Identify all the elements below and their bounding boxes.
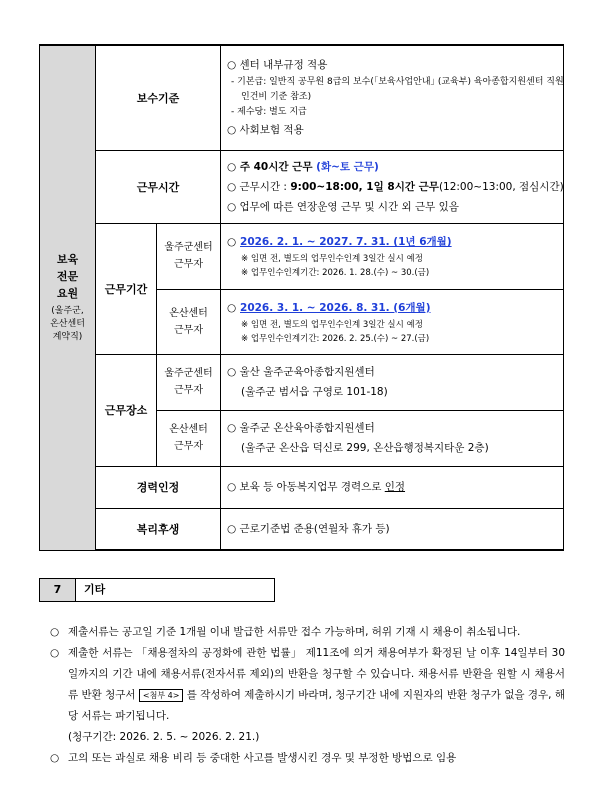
hours-weekly: ○ 주 40시간 근무 xyxy=(227,160,317,173)
employment-conditions-table xyxy=(39,44,564,551)
position-note-1: (울주군, xyxy=(51,306,84,317)
hours-days: (화~토 근무) xyxy=(316,160,379,173)
period-label: 근무기간 xyxy=(96,223,157,354)
period-onsan-content xyxy=(221,289,564,354)
note-text-1: 제출서류는 공고일 기준 1개월 이내 발급한 서류만 접수 가능하며, 허위 기재 시 채용이 취소됩니다. xyxy=(68,626,521,638)
hours-label: 근무시간 xyxy=(96,150,221,223)
circle-bullet: ○ xyxy=(227,236,237,248)
position-line-2: 전문 xyxy=(56,270,79,284)
period-ulju-line-3: ※ 업무인수인계기간: 2026. 1. 28.(수) ~ 30.(금) xyxy=(241,268,430,278)
note-text-2 xyxy=(68,643,565,748)
period-ulju-sub-1: 울주군센터 xyxy=(164,242,213,253)
salary-line-5: ○ 사회보험 적용 xyxy=(227,124,304,137)
place-ulju-line-2: (울주군 범서읍 구영로 101-18) xyxy=(241,386,388,398)
place-onsan-content xyxy=(221,410,564,466)
note-item-3 xyxy=(50,748,565,769)
period-ulju-line-1 xyxy=(227,232,557,252)
section-number: 7 xyxy=(39,578,76,602)
career-recognized: 인정 xyxy=(384,481,406,493)
note-text-2c: (청구기간: 2026. 2. 5. ~ 2026. 2. 21.) xyxy=(68,731,260,743)
career-content xyxy=(221,466,564,508)
position-line-1: 보육 xyxy=(56,253,79,267)
place-ulju-content xyxy=(221,354,564,410)
period-ulju-sub xyxy=(157,223,221,289)
circle-bullet: ○ xyxy=(50,647,60,659)
place-ulju-sub xyxy=(157,354,221,410)
place-label: 근무장소 xyxy=(96,354,157,466)
period-ulju-line-2: ※ 임면 전, 별도의 업무인수인계 3일간 실시 예정 xyxy=(241,254,423,264)
period-onsan-line-2: ※ 임면 전, 별도의 업무인수인계 3일간 실시 예정 xyxy=(241,319,423,330)
hours-line-3: ○ 업무에 따른 연장운영 근무 및 시간 외 근무 있음 xyxy=(227,200,459,213)
note-text-3: 고의 또는 과실로 채용 비리 등 중대한 사고를 발생시킨 경우 및 부정한 방법으로 임용 xyxy=(68,752,457,764)
period-onsan-sub-1: 온산센터 xyxy=(169,307,208,319)
welfare-label: 복리후생 xyxy=(96,508,221,550)
note-text-2a: 제출한 서류는 「채용절차의 공정화에 관한 법률」 제11조에 의거 채용여부가 확정된 날 이후 14일부터 30일까지의 기간 내에 채용서류(전자서류 제외)의 반환을 청구할 수 있습니다. 채용서류 반환을 원할 시 채용서류 반환 청구서 xyxy=(68,647,565,701)
period-ulju-dates: 2026. 2. 1. ~ 2027. 7. 31. (1년 6개월) xyxy=(240,236,452,248)
period-onsan-dates: 2026. 3. 1. ~ 2026. 8. 31. (6개월) xyxy=(240,301,431,314)
period-ulju-content xyxy=(221,223,564,289)
period-onsan-sub xyxy=(157,289,221,354)
welfare-content xyxy=(221,508,564,550)
hours-line-1 xyxy=(227,157,557,177)
note-item-2 xyxy=(50,643,565,748)
hours-time: 9:00~18:00, 1일 8시간 근무 xyxy=(290,180,439,193)
hours-content xyxy=(221,150,564,223)
note-text-2b: 를 작성하여 제출하시기 바라며, 청구기간 내에 지원자의 반환 청구가 없을 경우, 해당 서류는 파기됩니다. xyxy=(68,689,566,722)
position-line-3: 요원 xyxy=(56,287,79,301)
hours-lunch: (12:00~13:00, 점심시간) xyxy=(438,180,564,193)
attachment-tag: <첨부 4> xyxy=(139,689,184,702)
welfare-line: ○ 근로기준법 준용(연월차 휴가 등) xyxy=(227,522,390,535)
circle-bullet: ○ xyxy=(227,301,237,314)
circle-bullet: ○ xyxy=(50,626,60,638)
place-ulju-line-1: ○ 울산 울주군육아종합지원센터 xyxy=(227,366,375,378)
circle-bullet: ○ xyxy=(50,752,60,764)
place-onsan-sub-1: 온산센터 xyxy=(169,424,208,435)
career-label: 경력인정 xyxy=(96,466,221,508)
salary-content xyxy=(221,45,564,150)
section-title: 기타 xyxy=(76,578,275,602)
place-onsan-line-2: (울주군 온산읍 덕신로 299, 온산읍행정복지타운 2층) xyxy=(241,442,489,454)
note-item-1 xyxy=(50,622,565,643)
period-onsan-line-1 xyxy=(227,298,557,318)
place-ulju-sub-2: 근무자 xyxy=(174,385,203,396)
salary-label: 보수기준 xyxy=(96,45,221,150)
place-ulju-sub-1: 울주군센터 xyxy=(164,368,213,379)
position-note-2: 온산센터 xyxy=(50,319,85,330)
salary-line-1: ○ 센터 내부규정 적용 xyxy=(227,59,328,72)
hours-line-2 xyxy=(227,177,564,197)
position-note-3: 계약직) xyxy=(52,332,83,343)
place-onsan-sub-2: 근무자 xyxy=(174,441,203,452)
career-line xyxy=(227,477,557,497)
position-header-cell xyxy=(40,45,96,550)
section-heading xyxy=(39,578,275,602)
notes-list xyxy=(50,622,565,769)
place-onsan-sub xyxy=(157,410,221,466)
salary-line-3: 인건비 기준 참조) xyxy=(241,92,312,103)
position-note xyxy=(40,305,95,344)
hours-label-text: ○ 근무시간 : xyxy=(227,180,291,193)
period-onsan-line-3: ※ 업무인수인계기간: 2026. 2. 25.(수) ~ 27.(금) xyxy=(241,333,430,344)
career-text: ○ 보육 등 아동복지업무 경력으로 xyxy=(227,481,385,493)
period-ulju-sub-2: 근무자 xyxy=(174,259,203,270)
salary-line-2: - 기본급: 일반직 공무원 8급의 보수(｢보육사업안내｣ (교육부) 육아종합지원센터 직원 xyxy=(231,77,564,88)
place-onsan-line-1: ○ 울주군 온산육아종합지원센터 xyxy=(227,422,375,434)
period-onsan-sub-2: 근무자 xyxy=(174,324,203,336)
salary-line-4: - 제수당: 별도 지급 xyxy=(231,107,307,118)
